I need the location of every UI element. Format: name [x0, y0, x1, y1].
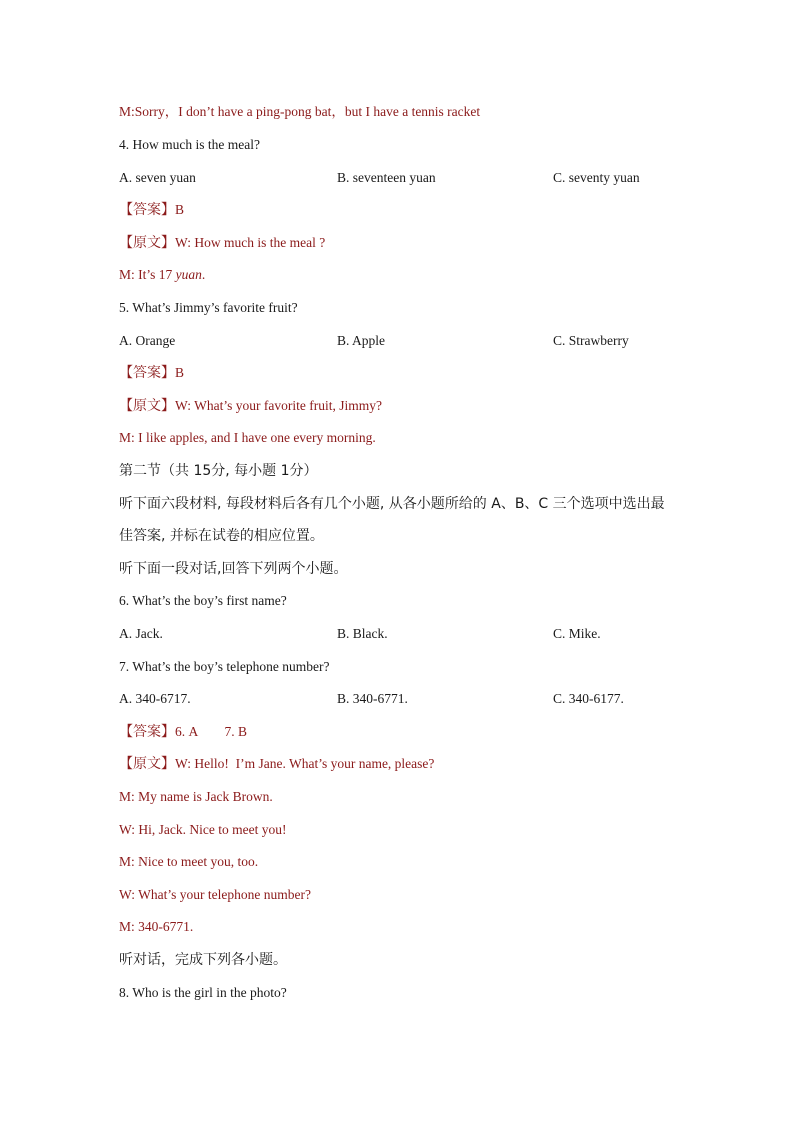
question-8: 8. Who is the girl in the photo?: [119, 985, 287, 1000]
original-tag: 【原文】: [119, 756, 175, 772]
section-heading: 第二节（共 15分, 每小题 1分）: [119, 463, 318, 479]
question-7: 7. What’s the boy’s telephone number?: [119, 659, 330, 674]
dialogue-line: [119, 266, 205, 284]
answer-value: B: [175, 365, 185, 380]
dialogue-text: M: It’s 17: [119, 267, 176, 282]
dialogue-line: M: Nice to meet you, too.: [119, 854, 259, 869]
question-6: 6. What’s the boy’s first name?: [119, 593, 287, 608]
answer-value: B: [175, 202, 185, 217]
instruction-line: 听对话，完成下列各小题。: [119, 952, 287, 968]
dialogue-line: W: Hi, Jack. Nice to meet you!: [119, 822, 287, 837]
option-5a: A. Orange: [119, 333, 176, 348]
original-tag: 【原文】: [119, 398, 175, 414]
answer-5: [119, 364, 184, 382]
answer-6-7: [119, 723, 247, 741]
original-6-7: [119, 755, 434, 773]
original-text: W: What’s your favorite fruit, Jimmy?: [175, 398, 382, 413]
original-text: W: How much is the meal ?: [175, 235, 326, 250]
option-4a: A. seven yuan: [119, 170, 196, 185]
dialogue-line: M: My name is Jack Brown.: [119, 789, 273, 804]
dialogue-line: M:Sorry，I don’t have a ping-pong bat，but I have a tennis racket: [119, 104, 481, 119]
dialogue-italic: yuan: [175, 267, 202, 282]
answer-tag: 【答案】: [119, 365, 175, 381]
original-text: W: Hello! I’m Jane. What’s your name, please?: [175, 756, 435, 771]
original-5: [119, 397, 382, 415]
option-6b: B. Black.: [337, 626, 388, 641]
answer-4: [119, 201, 184, 219]
question-5: 5. What’s Jimmy’s favorite fruit?: [119, 300, 298, 315]
question-4: 4. How much is the meal?: [119, 137, 260, 152]
answer-tag: 【答案】: [119, 724, 175, 740]
option-7b: B. 340-6771.: [337, 691, 408, 706]
option-5b: B. Apple: [337, 333, 386, 348]
original-tag: 【原文】: [119, 235, 175, 251]
option-6a: A. Jack.: [119, 626, 163, 641]
dialogue-text: .: [201, 267, 206, 282]
option-7a: A. 340-6717.: [119, 691, 191, 706]
dialogue-line: M: I like apples, and I have one every morning.: [119, 430, 376, 445]
answer-tag: 【答案】: [119, 202, 175, 218]
option-5c: C. Strawberry: [553, 333, 629, 348]
option-4c: C. seventy yuan: [553, 170, 640, 185]
option-4b: B. seventeen yuan: [337, 170, 436, 185]
instruction-line: 佳答案, 并标在试卷的相应位置。: [119, 528, 324, 544]
option-6c: C. Mike.: [553, 626, 601, 641]
option-7c: C. 340-6177.: [553, 691, 624, 706]
dialogue-line: M: 340-6771.: [119, 919, 194, 934]
dialogue-line: W: What’s your telephone number?: [119, 887, 311, 902]
instruction-line: 听下面六段材料, 每段材料后各有几个小题, 从各小题所给的 A、B、C 三个选项中选出最: [119, 496, 665, 512]
original-4: [119, 234, 325, 252]
instruction-line: 听下面一段对话,回答下列两个小题。: [119, 561, 348, 577]
answer-value: 6. A 7. B: [175, 724, 248, 739]
